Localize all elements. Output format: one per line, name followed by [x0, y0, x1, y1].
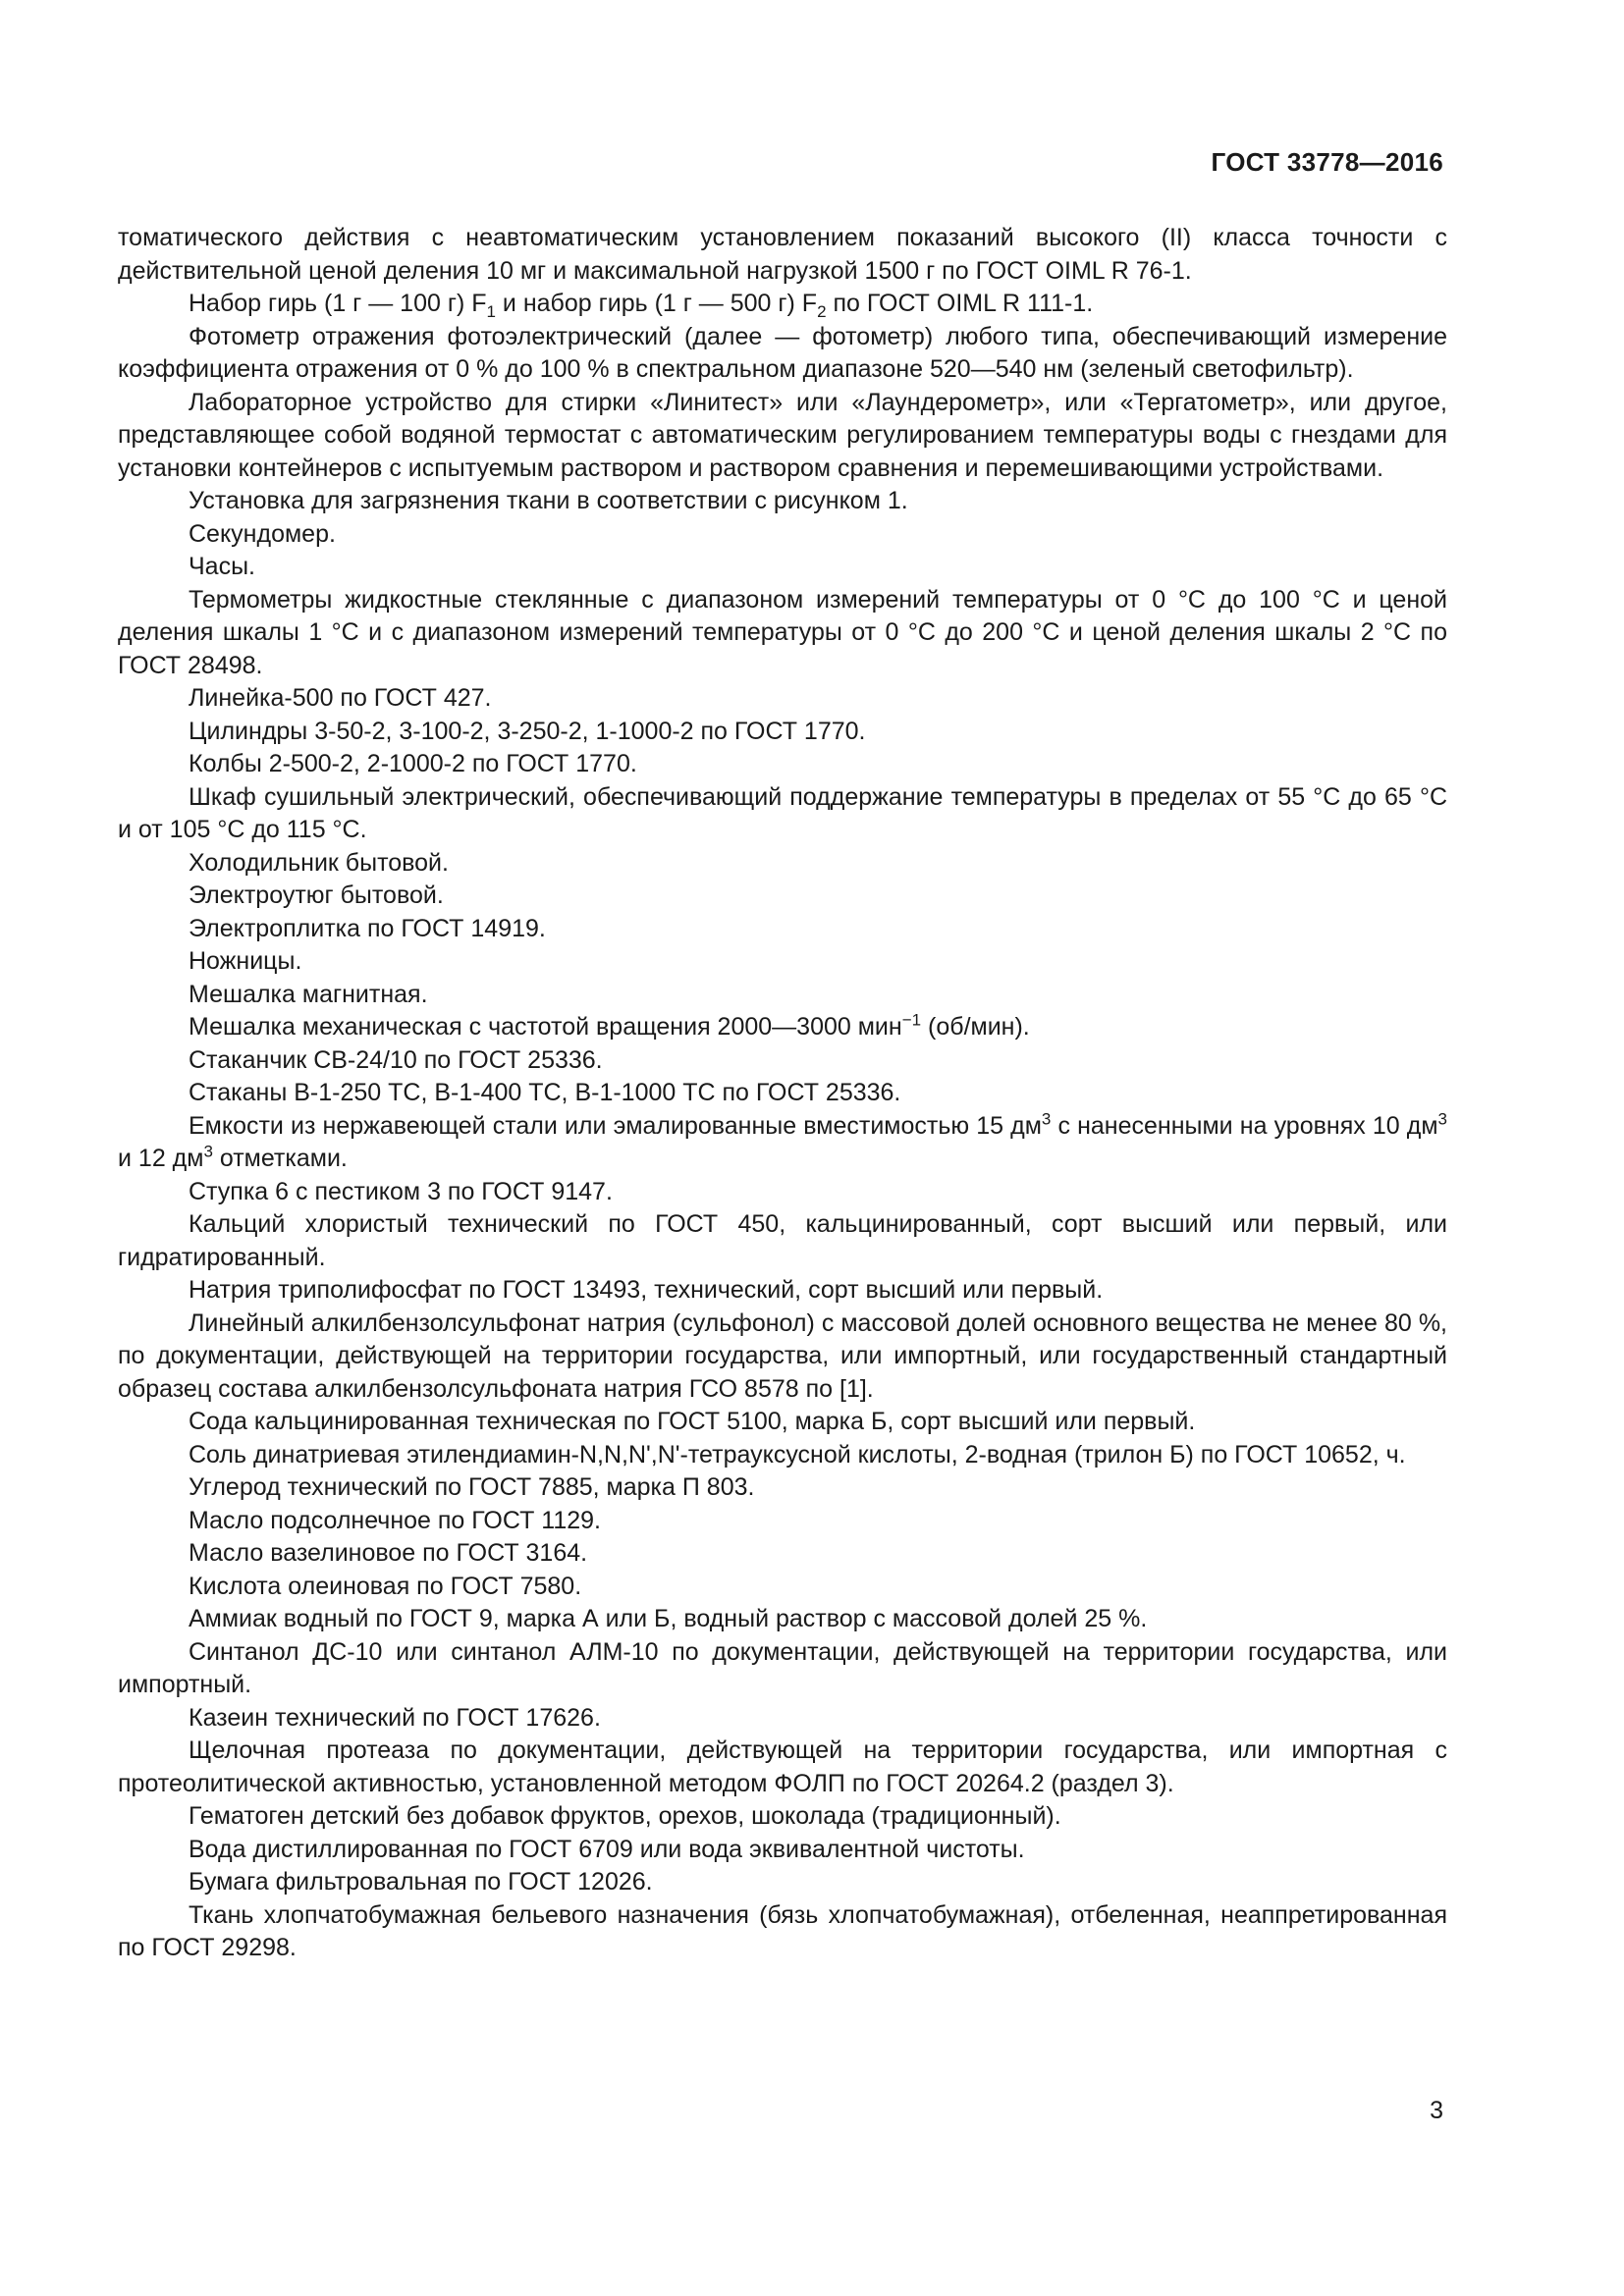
paragraph: Линейный алкилбензолсульфонат натрия (сульфонол) с массовой долей основного вещества не менее 80 %, по документации, действующей на территории государства, или импортный, или государственный стандартный образец состава алкилбензолсульфоната натрия ГСО 8578 по [1].	[118, 1308, 1447, 1403]
paragraph: Холодильник бытовой.	[189, 848, 449, 877]
paragraph: Секундомер.	[189, 519, 336, 548]
paragraph: Электроплитка по ГОСТ 14919.	[189, 914, 546, 942]
paragraph: Ножницы.	[189, 947, 302, 975]
paragraph: Лабораторное устройство для стирки «Линитест» или «Лаундерометр», или «Тергатометр», или другое, представляющее собой водяной термостат с автоматическим регулированием температуры воды с гнездами для установки контейнеров с испытуемым раствором и раствором сравнения и перемешивающими устройствами.	[118, 388, 1447, 482]
paragraph: Ткань хлопчатобумажная бельевого назначения (бязь хлопчатобумажная), отбеленная, неаппретированная по ГОСТ 29298.	[118, 1900, 1447, 1961]
paragraph: Гематоген детский без добавок фруктов, орехов, шоколада (традиционный).	[189, 1802, 1061, 1830]
paragraph: Шкаф сушильный электрический, обеспечивающий поддержание температуры в пределах от 55 °С до 65 °С и от 105 °С до 115 °С.	[118, 782, 1447, 843]
paragraph: Щелочная протеаза по документации, действующей на территории государства, или импортная с протеолитической активностью, установленной методом ФОЛП по ГОСТ 20264.2 (раздел 3).	[118, 1736, 1447, 1797]
paragraph: Натрия триполифосфат по ГОСТ 13493, технический, сорт высший или первый.	[189, 1276, 1104, 1304]
paragraph: Цилиндры 3-50-2, 3-100-2, 3-250-2, 1-1000-2 по ГОСТ 1770.	[189, 717, 866, 745]
paragraph: Вода дистиллированная по ГОСТ 6709 или вода эквивалентной чистоты.	[189, 1835, 1025, 1863]
paragraph: Термометры жидкостные стеклянные с диапазоном измерений температуры от 0 °С до 100 °С и ценой деления шкалы 1 °С и с диапазоном измерений температуры от 0 °С до 200 °С и ценой деления шкалы 2 °С по ГОСТ 28498.	[118, 585, 1447, 679]
paragraph: Колбы 2-500-2, 2-1000-2 по ГОСТ 1770.	[189, 750, 637, 777]
paragraph: Емкости из нержавеющей стали или эмалированные вместимостью 15 $дм^3$ с нанесенными на уровнях 10 $дм^3$ и 12 $дм^3$ отметками.	[118, 1109, 1447, 1172]
paragraph: Установка для загрязнения ткани в соответствии с рисунком 1.	[189, 487, 908, 514]
paragraph: Кальций хлористый технический по ГОСТ 450, кальцинированный, сорт высший или первый, или гидратированный.	[118, 1210, 1447, 1271]
paragraph: Сода кальцинированная техническая по ГОСТ 5100, марка Б, сорт высший или первый.	[189, 1408, 1196, 1435]
paragraph: Стаканчик СВ-24/10 по ГОСТ 25336.	[189, 1045, 603, 1074]
paragraph: Аммиак водный по ГОСТ 9, марка А или Б, водный раствор с массовой долей 25 %.	[189, 1605, 1148, 1632]
paragraph: Стаканы В-1-250 ТС, В-1-400 ТС, В-1-1000 ТС по ГОСТ 25336.	[189, 1079, 901, 1106]
paragraph: Часы.	[189, 553, 255, 580]
page-number: 3	[1430, 2097, 1443, 2124]
paragraph: Бумага фильтровальная по ГОСТ 12026.	[189, 1868, 653, 1896]
paragraph: Казеин технический по ГОСТ 17626.	[189, 1703, 601, 1732]
paragraph: Фотометр отражения фотоэлектрический (далее — фотометр) любого типа, обеспечивающий измерение коэффициента отражения от 0 % до 100 % в спектральном диапазоне 520—540 нм (зеленый светофильтр).	[118, 322, 1447, 383]
paragraph: Кислота олеиновая по ГОСТ 7580.	[189, 1572, 582, 1600]
document-code: ГОСТ 33778—2016	[1211, 147, 1443, 177]
paragraph: томатического действия с неавтоматическим установлением показаний высокого (II) класса точности с действительной ценой деления 10 мг и максимальной нагрузкой 1500 г по ГОСТ OIML R 76-1.	[118, 224, 1447, 285]
paragraph: Синтанол ДС-10 или синтанол АЛМ-10 по документации, действующей на территории государства, или импортный.	[118, 1637, 1447, 1698]
paragraph: Набор гирь (1 г — 100 г) $F_1$ и набор гирь (1 г — 500 г) $F_2$ по ГОСТ OIML R 111-1.	[189, 290, 1094, 321]
paragraph: Соль динатриевая этилендиамин-N,N,N',N'-тетрауксусной кислоты, 2-водная (трилон Б) по ГОСТ 10652, ч.	[189, 1440, 1406, 1468]
paragraph: Мешалка магнитная.	[189, 980, 428, 1008]
paragraph: Углерод технический по ГОСТ 7885, марка П 803.	[189, 1473, 755, 1501]
paragraph: Масло подсолнечное по ГОСТ 1129.	[189, 1506, 602, 1534]
paragraph: Масло вазелиновое по ГОСТ 3164.	[189, 1539, 588, 1567]
paragraph: Ступка 6 с пестиком 3 по ГОСТ 9147.	[189, 1177, 613, 1205]
paragraph: Электроутюг бытовой.	[189, 881, 444, 909]
paragraph: Мешалка механическая с частотой вращения 2000—3000 мин$^{-1}$ (об/мин).	[189, 1010, 1030, 1041]
paragraph: Линейка-500 по ГОСТ 427.	[189, 684, 492, 712]
document-body	[118, 222, 1447, 1965]
